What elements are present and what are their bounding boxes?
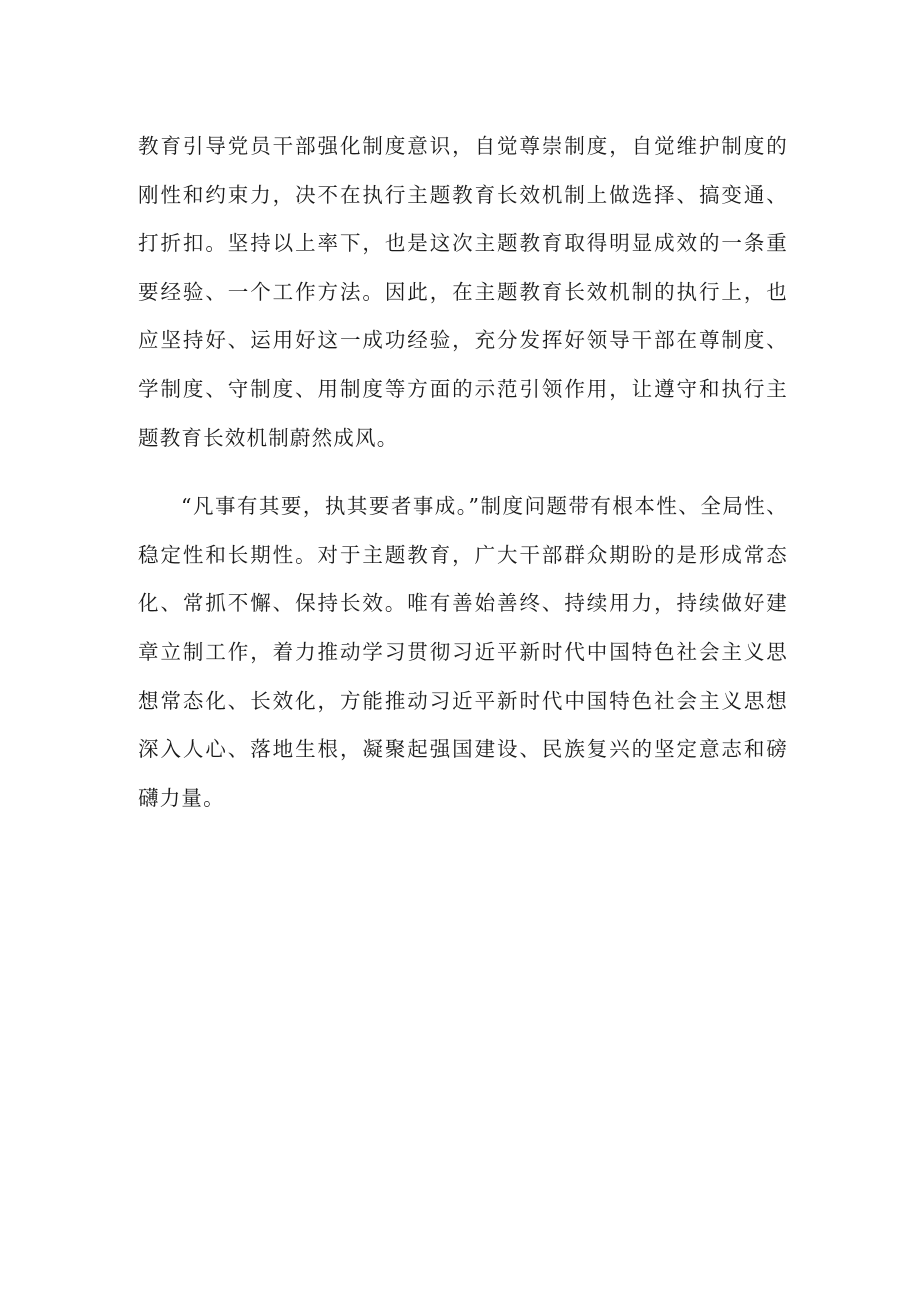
- paragraph-1: 教育引导党员干部强化制度意识，自觉尊崇制度，自觉维护制度的刚性和约束力，决不在执行主题教育长效机制上做选择、搞变通、打折扣。坚持以上率下，也是这次主题教育取得明显成效的一条重要经验、一个工作方法。因此，在主题教育长效机制的执行上，也应坚持好、运用好这一成功经验，充分发挥好领导干部在尊制度、学制度、守制度、用制度等方面的示范引领作用，让遵守和执行主题教育长效机制蔚然成风。: [138, 134, 788, 450]
- body-text: [138, 122, 788, 822]
- paragraph-2: “凡事有其要，执其要者事成。”制度问题带有根本性、全局性、稳定性和长期性。对于主题教育，广大干部群众期盼的是形成常态化、常抓不懈、保持长效。唯有善始善终、持续用力，持续做好建章立制工作，着力推动学习贯彻习近平新时代中国特色社会主义思想常态化、长效化，方能推动习近平新时代中国特色社会主义思想深入人心、落地生根，凝聚起强国建设、民族复兴的坚定意志和磅礴力量。: [138, 494, 788, 810]
